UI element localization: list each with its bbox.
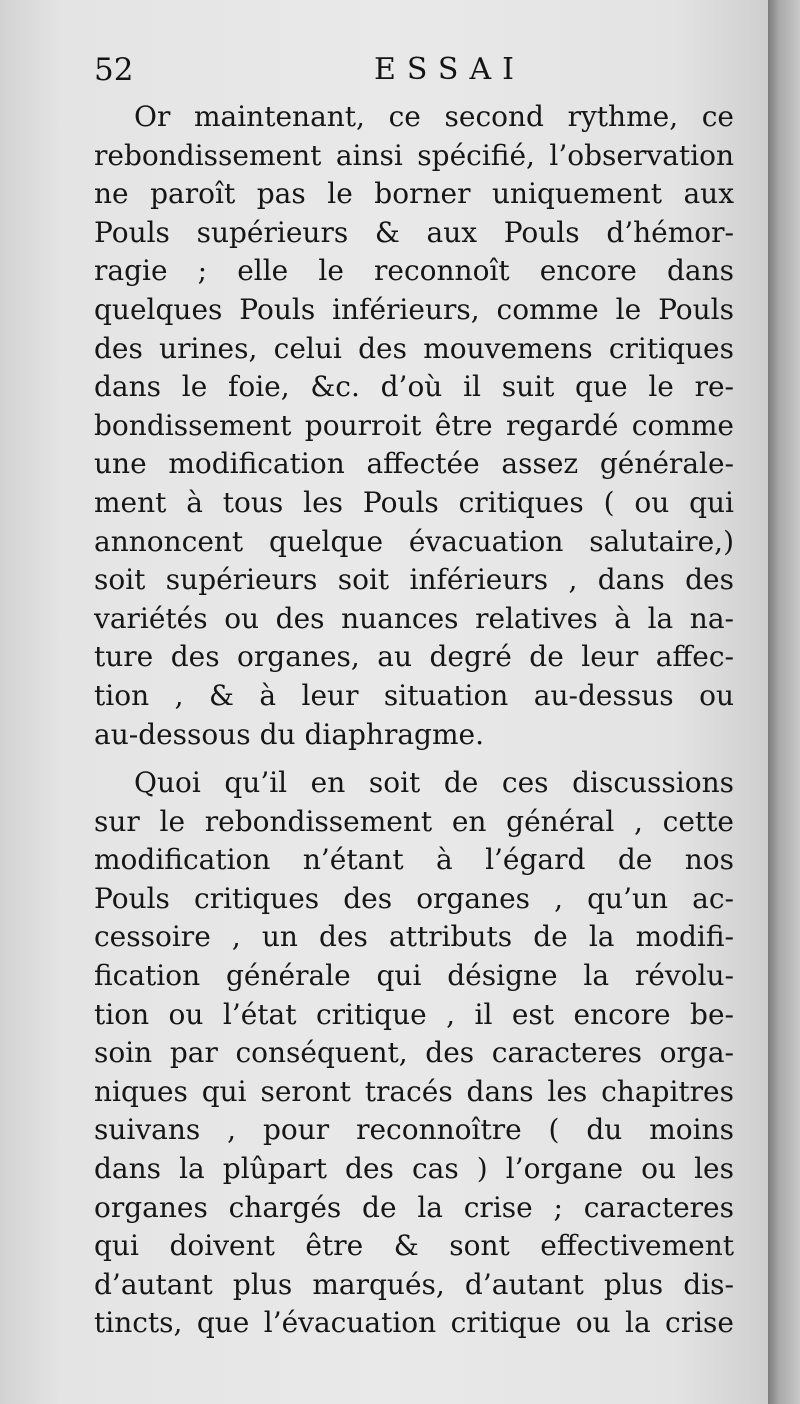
- page-header: [94, 52, 734, 96]
- text-line: tion , & à leur situation au-dessus ou: [94, 678, 734, 712]
- text-line: modification n’étant à l’égard de nos: [94, 843, 734, 877]
- text-line: dans le foie, &c. d’où il suit que le re-: [94, 370, 734, 404]
- text-line: cessoire , un des attributs de la modifi-: [94, 920, 734, 954]
- text-line: bondissement pourroit être regardé comme: [94, 408, 734, 442]
- text-line: ragie ; elle le reconnoît encore dans: [94, 254, 734, 288]
- text-line: soin par conséquent, des caracteres orga-: [94, 1036, 734, 1070]
- paragraph-1: [94, 98, 734, 754]
- text-line: organes chargés de la crise ; caracteres: [94, 1190, 734, 1224]
- text-line: quelques Pouls inférieurs, comme le Pouls: [94, 292, 734, 326]
- text-line: ture des organes, au degré de leur affec-: [94, 640, 734, 674]
- text-line: qui doivent être & sont effectivement: [94, 1229, 734, 1263]
- text-line: tion ou l’état critique , il est encore be-: [94, 997, 734, 1031]
- text-line: suivans , pour reconnoître ( du moins: [94, 1113, 734, 1147]
- text-line: fication générale qui désigne la révolu-: [94, 959, 734, 993]
- text-line: rebondissement ainsi spécifié, l’observation: [94, 138, 734, 172]
- text-line: soit supérieurs soit inférieurs , dans des: [94, 563, 734, 597]
- text-line: des urines, celui des mouvemens critiques: [94, 331, 734, 365]
- text-line: dans la plûpart des cas ) l’organe ou les: [94, 1152, 734, 1186]
- body-text: [94, 98, 734, 1343]
- paragraph-2: [94, 764, 734, 1343]
- text-line: au-dessous du diaphragme.: [94, 717, 484, 751]
- running-title: ESSAI: [374, 52, 525, 87]
- text-line: Or maintenant, ce second rythme, ce: [134, 100, 734, 133]
- text-line: Pouls critiques des organes , qu’un ac-: [94, 881, 734, 915]
- page-edge: [768, 0, 800, 1404]
- text-line: Quoi qu’il en soit de ces discussions: [134, 766, 734, 800]
- text-line: ne paroît pas le borner uniquement aux: [94, 177, 734, 211]
- text-line: variétés ou des nuances relatives à la na-: [94, 601, 734, 635]
- text-line: une modification affectée assez générale-: [94, 447, 734, 481]
- text-line: sur le rebondissement en général , cette: [94, 804, 734, 838]
- text-line: ment à tous les Pouls critiques ( ou qui: [94, 485, 734, 519]
- text-line: Pouls supérieurs & aux Pouls d’hémor-: [94, 215, 734, 249]
- text-line: tincts, que l’évacuation critique ou la crise: [94, 1306, 734, 1340]
- paragraph-gap: [94, 754, 734, 764]
- page-number: 52: [94, 52, 134, 88]
- text-line: d’autant plus marqués, d’autant plus dis-: [94, 1267, 734, 1301]
- text-line: annoncent quelque évacuation salutaire,): [94, 524, 734, 558]
- text-line: niques qui seront tracés dans les chapitres: [94, 1074, 734, 1108]
